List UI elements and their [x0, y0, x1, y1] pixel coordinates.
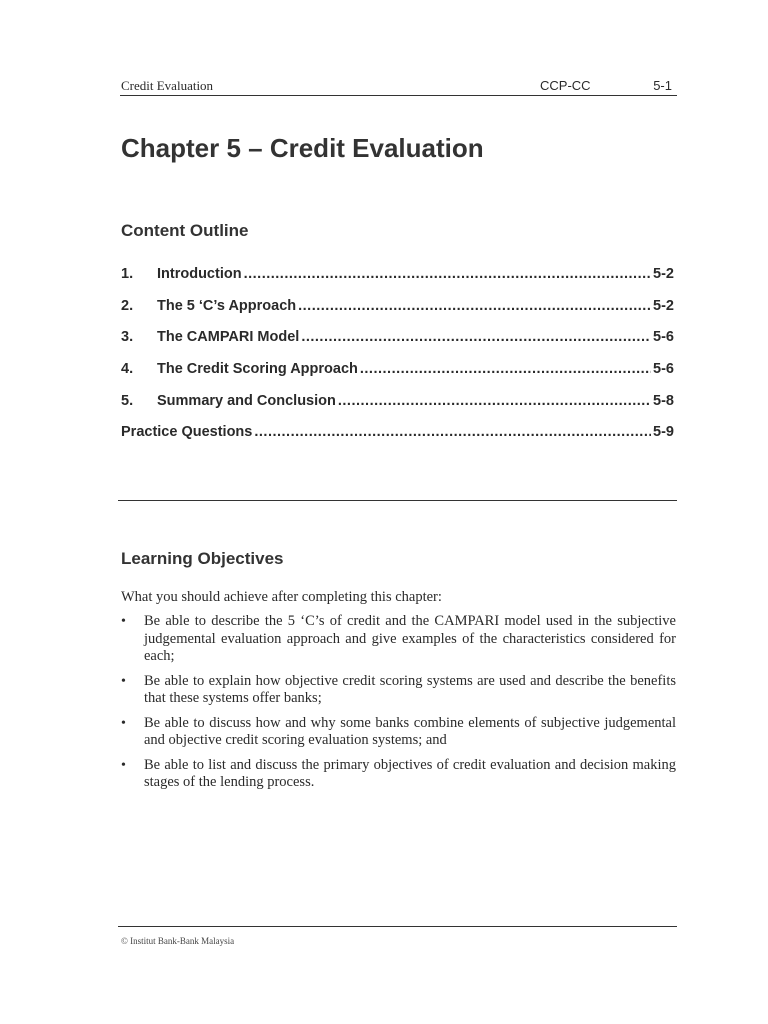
toc-number: 4. [121, 361, 134, 377]
bullet-icon: • [121, 614, 126, 629]
toc-entry[interactable] [121, 298, 674, 318]
list-item [121, 715, 676, 750]
toc-number: 2. [121, 298, 134, 314]
toc-page: 5-9 [653, 424, 674, 440]
toc-page: 5-6 [653, 361, 674, 377]
objective-text: Be able to describe the 5 ‘C’s of credit and the CAMPARI model used in the subjective judgemental evaluation approach and give examples of the characteristics considered for each; [144, 613, 676, 664]
header-section-title: Credit Evaluation [121, 78, 214, 93]
bullet-icon: • [121, 715, 126, 731]
toc-dot-leader [338, 393, 651, 409]
toc-entry[interactable] [121, 393, 674, 413]
footer-copyright: © Institut Bank-Bank Malaysia [121, 936, 235, 946]
toc-entry[interactable] [121, 329, 674, 349]
toc-title: The 5 ‘C’s Approach [157, 298, 297, 314]
toc-dot-leader [254, 424, 651, 440]
section-divider [118, 500, 677, 501]
toc-entry[interactable] [121, 361, 674, 381]
bullet-icon: • [121, 757, 126, 773]
chapter-title: Chapter 5 – Credit Evaluation [121, 133, 484, 163]
toc-page: 5-8 [653, 393, 674, 409]
toc-number: 1. [121, 266, 134, 282]
toc-page: 5-6 [653, 329, 674, 345]
header-page-number: 5-1 [653, 78, 672, 93]
list-item [121, 613, 676, 666]
toc-number: 5. [121, 393, 134, 409]
toc-title: The CAMPARI Model [157, 329, 300, 345]
learning-objectives-heading: Learning Objectives [121, 549, 284, 568]
list-item [121, 757, 676, 792]
toc-dot-leader [360, 361, 651, 377]
toc-dot-leader [298, 298, 651, 314]
toc-entry-practice[interactable] [121, 424, 674, 444]
toc-title: Summary and Conclusion [157, 393, 336, 409]
objective-text: Be able to explain how objective credit scoring systems are used and describe the benefits that these systems offer banks; [144, 672, 676, 706]
toc-page: 5-2 [653, 266, 674, 282]
header-course-code: CCP-CC [540, 78, 591, 93]
toc-dot-leader [301, 329, 651, 345]
content-outline-heading: Content Outline [121, 221, 249, 240]
objective-text: Be able to discuss how and why some banks combine elements of subjective judgemental and objective credit scoring evaluation systems; and [144, 714, 676, 748]
running-header [120, 77, 677, 96]
bullet-icon: • [121, 673, 126, 689]
objectives-list [121, 613, 676, 799]
toc-title: The Credit Scoring Approach [157, 361, 358, 377]
toc-title: Practice Questions [121, 424, 253, 440]
list-item [121, 673, 676, 708]
objective-text: Be able to list and discuss the primary objectives of credit evaluation and decision making stages of the lending process. [144, 756, 676, 790]
toc-dot-leader [244, 266, 651, 282]
toc-number: 3. [121, 329, 134, 345]
toc-entry[interactable] [121, 266, 674, 286]
toc-page: 5-2 [653, 298, 674, 314]
footer-divider [118, 926, 677, 927]
objectives-intro: What you should achieve after completing this chapter: [121, 589, 442, 605]
toc-title: Introduction [157, 266, 242, 282]
